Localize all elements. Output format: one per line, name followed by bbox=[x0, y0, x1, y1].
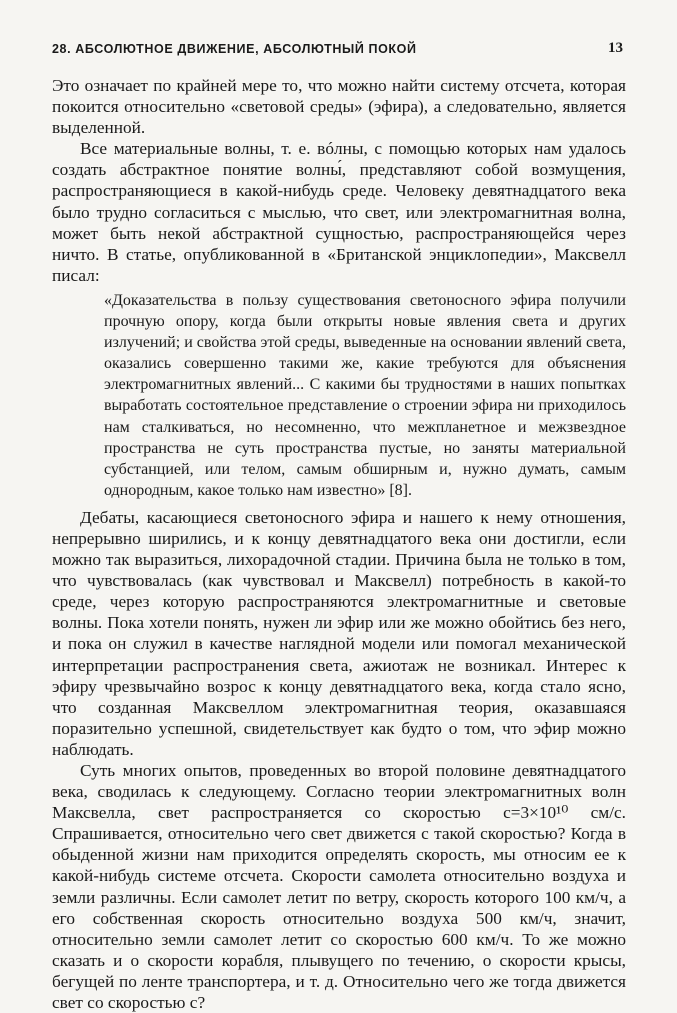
maxwell-quote: «Доказательства в пользу существования светоносного эфира получили прочную опору, когда были открыты новые явления света и других излучений; и свойства этой среды, выведенные на основании явлений света, оказались совершенно такими же, какие требуются для объяснения электромагнитных явлений... С какими бы трудностями в наших попытках выработать состоятельное представление о строении эфира ни приходилось нам сталкиваться, но несомненно, что межпланетное и межзвездное пространства не суть пространства пустые, но заняты материальной субстанцией, или телом, самым обширным и, нужно думать, самым однородным, какое только нам известно» [8]. bbox=[104, 291, 626, 499]
running-header bbox=[52, 42, 623, 56]
paragraph-speed-of-light: Суть многих опытов, проведенных во второй половине девятнадцатого века, сводилась к следующему. Согласно теории электромагнитных волн Максвелла, свет распространяется со скоростью c=3×10¹⁰ см/с. Спрашивается, относительно чего свет движется с такой скоростью? Когда в обыденной жизни нам приходится определять скорость, мы относим ее к какой-нибудь системе отсчета. Скорости самолета относительно воздуха и земли различны. Если самолет летит по ветру, скорость которого 100 км/ч, а его собственная скорость относительно воздуха 500 км/ч, значит, относительно земли самолет летит со скоростью 600 км/ч. То же можно сказать и о скорости корабля, плывущего по течению, о скорости крысы, бегущей по ленте транспортера, и т. д. Относительно чего же тогда движется свет со скоростью c? bbox=[52, 761, 626, 1013]
paragraph-continuation: Это означает по крайней мере то, что можно найти систему отсчета, которая покоится относительно «световой среды» (эфира), а следовательно, является выделенной. bbox=[52, 76, 626, 138]
running-title: 28. АБСОЛЮТНОЕ ДВИЖЕНИЕ, АБСОЛЮТНЫЙ ПОКОЙ bbox=[52, 42, 417, 56]
page-body bbox=[52, 75, 626, 1013]
paragraph-ether-debate: Дебаты, касающиеся светоносного эфира и нашего к нему отношения, непрерывно ширились, и к концу девятнадцатого века они достигли, если можно так выразиться, лихорадочной стадии. Причина была не только в том, что чувствовалась (как чувствовал и Максвелл) потребность в какой-то среде, через которую распространяются электромагнитные и световые волны. Пока хотели понять, нужен ли эфир или же можно обойтись без него, и пока он служил в качестве наглядной модели или помогал механической интерпретации распространения света, ажиотаж не возникал. Интерес к эфиру чрезвычайно возрос к концу девятнадцатого века, когда стало ясно, что созданная Максвеллом электромагнитная теория, оказавшаяся поразительно успешной, свидетельствует как будто о том, что эфир можно наблюдать. bbox=[52, 507, 626, 759]
page-number: 13 bbox=[608, 40, 623, 56]
paragraph-waves: Все материальные волны, т. е. вóлны, с помощью которых нам удалось создать абстрактное понятие волны́, представляют собой возмущения, распространяющиеся в какой-нибудь среде. Человеку девятнадцатого века было трудно согласиться с мыслью, что свет, или электромагнитная волна, может быть некой абстрактной сущностью, распространяющейся через ничто. В статье, опубликованной в «Британской энциклопедии», Максвелл писал: bbox=[52, 139, 626, 285]
